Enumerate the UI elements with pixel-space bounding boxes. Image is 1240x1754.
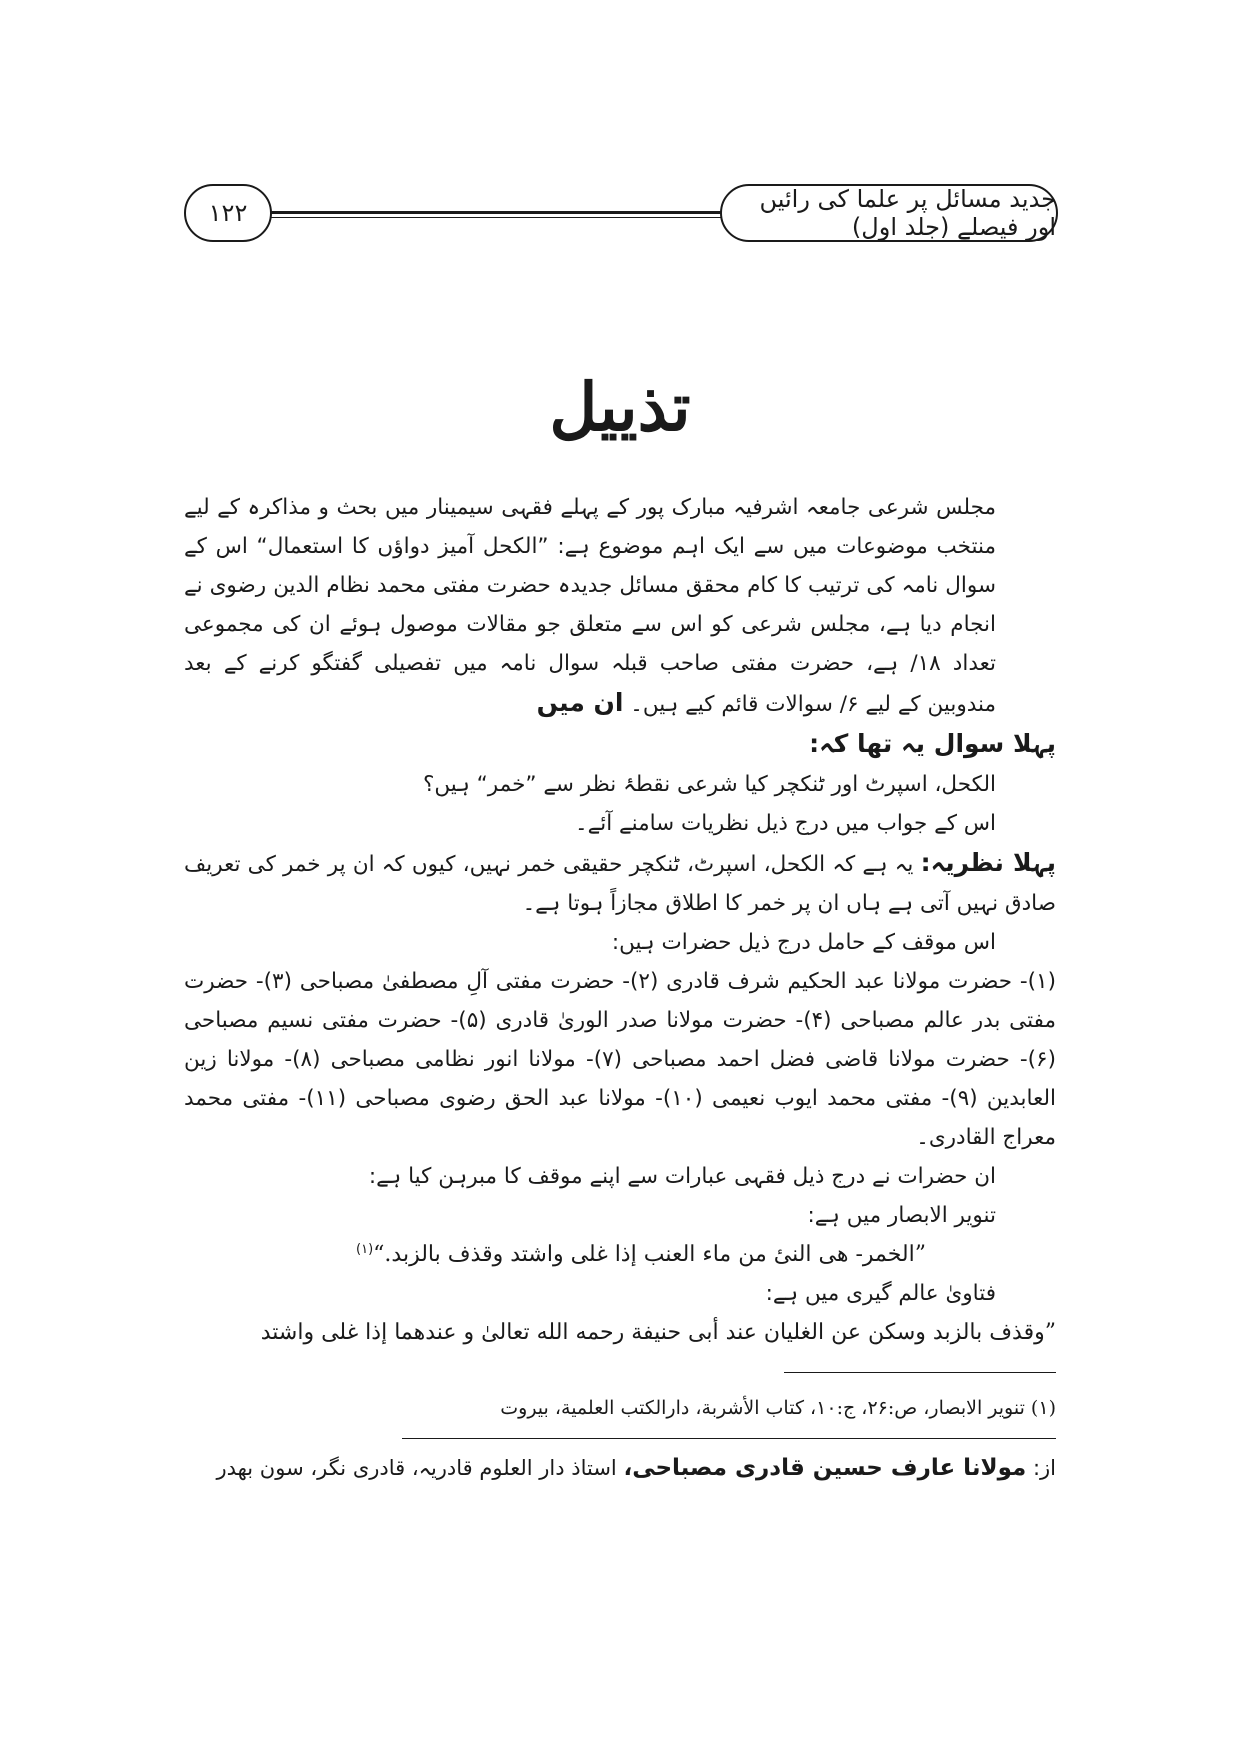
page-number: ۱۲۲ bbox=[184, 184, 272, 242]
first-question-heading bbox=[184, 724, 1056, 765]
intro-text: مجلس شرعی جامعہ اشرفیہ مبارک پور کے پہلے فقہی سیمینار میں بحث و مذاکرہ کے لیے منتخب موضوعات میں سے ایک اہم موضوع ہے: ”الکحل آمیز دواؤں کا استعمال“ اس کے سوال نامہ کی ترتیب کا کام محقق مسائل جدیدہ حضرت مفتی محمد نظام الدین رضوی نے انجام دیا ہے، مجلس شرعی کو اس سے متعلق جو مقالات موصول ہوئے ان کی مجموعی تعداد ۱۸/ ہے، حضرت مفتی صاحب قبلہ سوال نامہ میں تفصیلی گفتگو کرنے کے بعد مندوبین کے لیے ۶/ سوالات قائم کیے ہیں۔ bbox=[184, 495, 996, 717]
intro-bold-text: ان میں bbox=[536, 688, 624, 717]
chapter-title: تذییل bbox=[549, 368, 691, 446]
first-question-heading-text: پہلا سوال یہ تھا کہ: bbox=[809, 729, 1056, 758]
holders-list: (۱)- حضرت مولانا عبد الحکیم شرف قادری (۲)- حضرت مفتی آلِ مصطفیٰ مصباحی (۳)- حضرت مفتی بدر عالم مصباحی (۴)- حضرت مولانا صدر الوریٰ قادری (۵)- حضرت مفتی نسیم مصباحی (۶)- حضرت مولانا قاضی فضل احمد مصباحی (۷)- مولانا انور نظامی مصباحی (۸)- مولانا زین العابدین (۹)- مفتی محمد ایوب نعیمی (۱۰)- مولانا عبد الحق رضوی مصباحی (۱۱)- مفتی محمد معراج القادری۔ bbox=[184, 969, 1056, 1150]
first-view-label: پہلا نظریہ: bbox=[920, 848, 1056, 877]
author-line bbox=[184, 1450, 1056, 1486]
author-prefix: از: bbox=[1032, 1456, 1056, 1480]
quote-1-paragraph bbox=[184, 1235, 1056, 1274]
quote-1: ”الخمر- هی النیٔ من ماء العنب إذا غلی واشتد وقذف بالزبد.“ bbox=[373, 1242, 926, 1267]
header-rule bbox=[262, 211, 732, 218]
evidence-intro: ان حضرات نے درج ذیل فقہی عبارات سے اپنے موقف کا مبرہن کیا ہے: bbox=[368, 1164, 996, 1189]
author-affiliation: استاذ دار العلوم قادریہ، قادری نگر، سون بھدر bbox=[216, 1456, 617, 1480]
author-rule bbox=[402, 1438, 1056, 1439]
answers-intro: اس کے جواب میں درج ذیل نظریات سامنے آئے۔ bbox=[575, 811, 996, 836]
quote-1-footnote-ref[interactable]: (۱) bbox=[356, 1241, 374, 1257]
author-name: مولانا عارف حسین قادری مصباحی، bbox=[623, 1455, 1027, 1481]
source-2: فتاویٰ عالم گیری میں ہے: bbox=[765, 1281, 996, 1306]
holders-intro: اس موقف کے حامل درج ذیل حضرات ہیں: bbox=[611, 930, 996, 955]
intro-paragraph bbox=[184, 488, 1056, 724]
first-question: الکحل، اسپرٹ اور ٹنکچر کیا شرعی نقطۂ نظر سے ”خمر“ ہیں؟ bbox=[422, 772, 996, 797]
body-text bbox=[184, 488, 1056, 1352]
footnote-rule bbox=[784, 1372, 1056, 1373]
quote-2-paragraph bbox=[184, 1313, 1056, 1352]
first-view-paragraph bbox=[184, 843, 1056, 923]
quote-2: ”وقذف بالزبد وسکن عن الغلیان عند أبی حنیفة رحمه الله تعالیٰ و عندهما إذا غلی واشتد bbox=[260, 1320, 1056, 1345]
first-view-text: یہ ہے کہ الکحل، اسپرٹ، ٹنکچر حقیقی خمر نہیں، کیوں کہ ان پر خمر کی تعریف صادق نہیں آتی ہے ہاں ان پر خمر کا اطلاق مجازاً ہوتا ہے۔ bbox=[184, 852, 1056, 916]
source-1: تنویر الابصار میں ہے: bbox=[807, 1203, 996, 1228]
footnote: (۱) تنویر الابصار، ص:۲۶، ج:۱۰، کتاب الأشربة، دارالکتب العلمیة، بیروت bbox=[500, 1397, 1056, 1419]
running-header-title: جدید مسائل پر علما کی رائیں اور فیصلے (جلد اول) bbox=[720, 184, 1058, 242]
